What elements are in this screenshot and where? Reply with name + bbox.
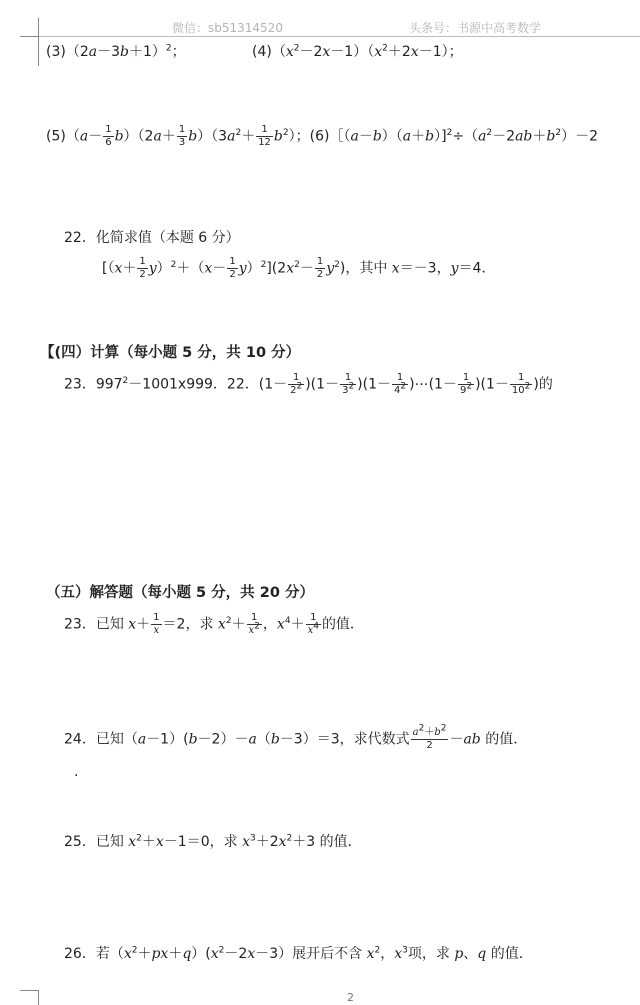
question-24: 24．已知（a－1）(b－2）－a（b－3）＝3，求代数式 $\frac{a^2+b^2}{2}$ －ab 的值． [64, 723, 528, 751]
crop-mark-bottom-vert [38, 990, 39, 1005]
crop-mark-bottom [20, 990, 38, 991]
crop-mark-top [38, 18, 39, 36]
wechat-watermark: 微信：sb51314520 [172, 21, 283, 35]
question-23-compute: 23．$997^2-1001x999$．22．(1－ $\frac{1}{2^2}$ )(1－ $\frac{1}{3^2}$ )(1－ $\frac{1}{4^2}$ )⋯(1－ $\frac{1}{9^2}$ )(1－ $\frac{1}{10^2}$ )的 [64, 372, 553, 396]
problem-5-6: (5)（a－ $\frac{1}{6}$ b）（2a＋ $\frac{1}{3}$ $b)(3a^2+$ $\frac{1}{12}$ $b^2$）；$(6)[(a-b)(a+b)]^2\div(a^2-2ab+b^2)-2$ [46, 124, 599, 148]
question-23-known: 23．已知 x＋ $\frac{1}{x}$ ＝2，求 $x^2+$ $\frac{1}{x^2}$ ，$x^4+$ $\frac{1}{x^4}$ 的值． [64, 612, 364, 636]
question-22-body: [（x＋ $\frac{1}{2}$ y）$^2$＋（x－ $\frac{1}{2}$ $y)^2](2x^2-$ $\frac{1}{2}$ $y^2$)，其中 x＝－3，y＝4． [102, 256, 496, 280]
question-24-dot: . [74, 764, 79, 780]
section-4-heading: 【(四）计算（每小题 5 分，共 10 分） [40, 345, 301, 361]
question-25: 25．已知 $x^2+x-1=0$，求 $x^3+2x^2+3$ 的值． [64, 833, 362, 850]
question-22-title: 22．化简求值（本题 6 分） [64, 230, 240, 246]
page-number: 2 [347, 991, 354, 1004]
section-5-heading: （五）解答题（每小题 5 分，共 20 分） [46, 585, 314, 601]
problem-4: $(4)(x^2-2x-1)(x^2+2x-1)$； [252, 43, 463, 60]
toutiao-watermark: 头条号：书源中高考数学 [409, 21, 542, 35]
problem-3: $(3)(2a-3b+1)^2$； [46, 43, 186, 60]
header-rule [38, 36, 640, 37]
crop-mark-top-left [20, 36, 38, 37]
left-margin-line [38, 36, 39, 66]
question-26: 26．若$(x^2+px+q)(x^2-2x-3)$展开后不含 $x^2$，$x^3$项，求 p、q 的值． [64, 945, 533, 962]
